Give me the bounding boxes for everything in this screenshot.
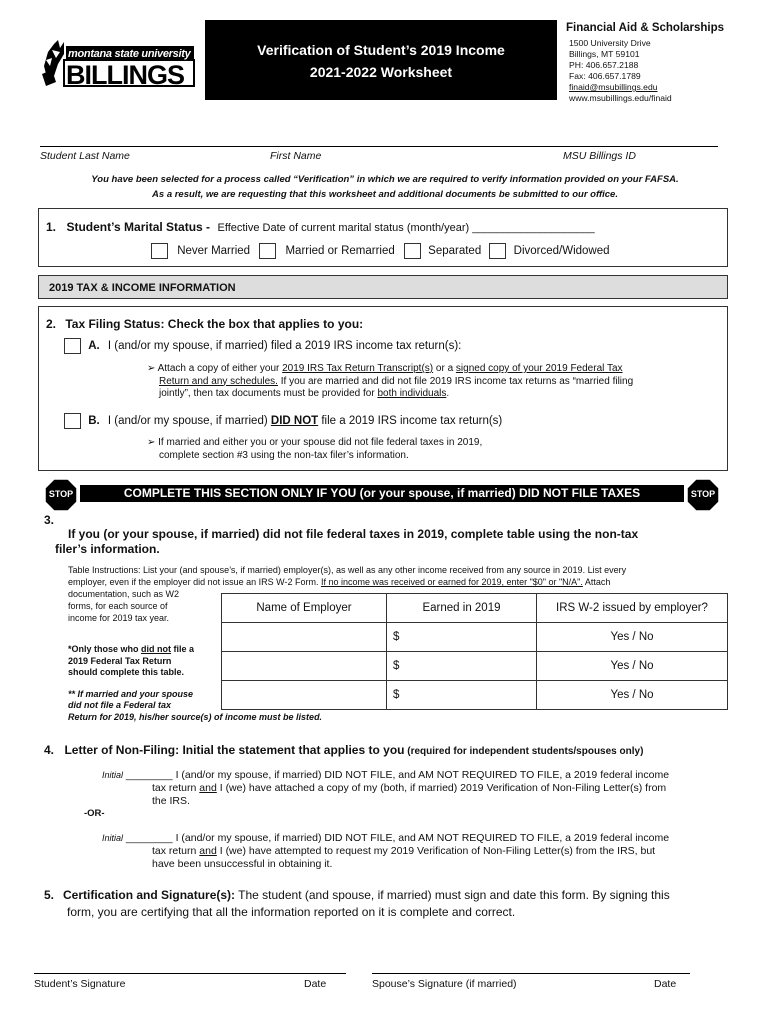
married-label: Married or Remarried [285,245,395,258]
msu-billings-logo [38,30,198,88]
certification-text-2: form, you are certifying that all the information reported on it is complete and correct. [67,905,516,919]
did-not-file-checkbox[interactable] [64,413,81,429]
tax-filing-title: Tax Filing Status: Check the box that applies to you: [65,317,364,331]
initial-field-1[interactable]: ________ [123,769,176,781]
both-individuals-text: both individuals [377,388,447,399]
option-1-and: and [199,782,217,794]
option-b-letter: B. [88,415,100,428]
signed-copy-text: signed copy of your 2019 Federal Tax [455,363,623,374]
separated-label: Separated [428,245,482,258]
section-4-number: 4. [44,743,55,757]
option-2-line-1: I (and/or my spouse, if married) DID NOT FILE, and AM NOT REQUIRED TO FILE, a 2019 federal income [175,832,670,844]
initial-field-2[interactable]: ________ [123,832,176,844]
w2-cell[interactable]: Yes / No [537,623,728,652]
certification-title: Certification and Signature(s): [63,888,236,902]
a-bullet-text-2: or a [433,363,456,374]
section-3-title-2: filer’s information. [55,542,160,556]
tax-transcript-text: 2019 IRS Tax Return Transcript(s) [282,363,434,374]
non-filer-section-bar: COMPLETE THIS SECTION ONLY IF YOU (or your spouse, if married) DID NOT FILE TAXES [80,485,684,502]
w2-cell[interactable]: Yes / No [537,681,728,710]
phone-line: PH: 406.657.2188 [569,60,639,70]
column-header-employer: Name of Employer [222,594,387,623]
note-line-2: 2019 Federal Tax Return [68,655,172,666]
tax-income-header [38,275,728,299]
earned-cell[interactable]: $ [387,623,537,652]
marital-status-title: Student’s Marital Status - [66,220,211,234]
earned-cell[interactable]: $ [387,681,537,710]
msu-id-label: MSU Billings ID [563,150,636,162]
table-row [222,652,728,681]
a-bullet-text-5: . [446,388,450,399]
student-info-line[interactable] [40,146,718,147]
never-married-label: Never Married [177,245,251,258]
spouse-signature-line[interactable] [372,973,690,974]
married-checkbox[interactable] [259,243,276,259]
never-married-checkbox[interactable] [151,243,168,259]
city-line: Billings, MT 59101 [569,49,640,59]
stop-sign-left-label: STOP [48,489,74,499]
non-filing-letter-heading [44,741,643,759]
note-text-1a: *Only those who [68,644,142,654]
address-line: 1500 University Drive [569,38,651,48]
did-not-note: did not [141,644,172,654]
b-bullet-line-2: complete section #3 using the non-tax filer’s information. [159,449,409,461]
certification-section [44,887,724,921]
option-2-and: and [199,845,217,857]
option-1-line-2a: tax return [152,782,200,794]
logo-billings-text: BILLINGS [66,60,184,90]
option-2-line-2a: tax return [152,845,200,857]
spouse-note-2: did not file a Federal tax [68,700,172,710]
non-filing-requirement: (required for independent students/spouses only) [404,746,644,757]
option-2-line-2b: I (we) have attempted to request my 2019 Verification of Non-Filing Letter(s) from the IRS, but [216,845,656,857]
divorced-widowed-checkbox[interactable] [489,243,506,259]
verification-notice [40,172,730,202]
non-filing-option-1 [102,769,717,808]
filed-return-checkbox[interactable] [64,338,81,354]
spouse-signature-label: Spouse’s Signature (if married) [372,978,517,990]
column-header-earned: Earned in 2019 [387,594,537,623]
option-2-line-3: have been unsuccessful in obtaining it. [152,858,333,870]
column-header-w2: IRS W-2 issued by employer? [537,594,728,623]
fax-line: Fax: 406.657.1789 [569,71,641,81]
a-bullet-text-1: ➢ Attach a copy of either your [147,363,283,374]
website-link[interactable]: www.msubillings.edu/finaid [569,93,672,103]
email-link[interactable]: finaid@msubillings.edu [569,82,658,92]
b-bullet-line-1: ➢ If married and either you or your spouse did not file federal taxes in 2019, [147,437,483,448]
stop-sign-right-label: STOP [690,489,716,499]
instructions-line-3: documentation, such as W2 [68,589,180,599]
section-2-number: 2. [46,317,57,331]
instructions-line-5: income for 2019 tax year. [68,613,170,623]
earned-cell[interactable]: $ [387,652,537,681]
section-5-number: 5. [44,888,55,902]
instructions-line-1: Table Instructions: List your (and spouse’s, if married) employer(s), as well as any other income received from any source in 2019. List every [68,565,627,575]
note-line-3: should complete this table. [68,667,185,677]
section-3-number: 3. [44,513,55,527]
non-filing-title: Letter of Non-Filing: Initial the statement that applies to you [64,743,405,757]
option-a-letter: A. [88,340,100,353]
w2-cell[interactable]: Yes / No [537,652,728,681]
option-1-line-2b: I (we) have attached a copy of my (both, if married) 2019 Verification of Non-Filing Letter(s) from [216,782,667,794]
table-header-row [222,594,728,623]
employer-name-cell[interactable] [222,681,387,710]
option-1-line-3: the IRS. [152,795,190,807]
return-schedules-text: Return and any schedules. [159,375,278,387]
form-title-box [205,20,557,100]
note-text-1c: file a [171,644,195,654]
separated-checkbox[interactable] [404,243,421,259]
section-1-number: 1. [46,220,57,234]
logo-university-text: montana state university [68,48,191,60]
no-income-instruction: If no income was received or earned for 2019, enter "$0" or "N/A". [320,577,583,587]
contact-block [569,38,672,104]
did-not-text: DID NOT [270,415,319,428]
option-a-text: I (and/or my spouse, if married) filed a 2019 IRS income tax return(s): [107,340,462,353]
effective-date-field[interactable]: Effective Date of current marital status (month/year) ____________________ [217,222,595,234]
tax-filing-status-section [38,306,728,471]
initial-label-1: Initial [102,770,124,780]
table-row [222,681,728,710]
spouse-note-1: ** If married and your spouse [68,688,194,699]
initial-label-2: Initial [102,833,124,843]
option-1-line-1: I (and/or my spouse, if married) DID NOT FILE, and AM NOT REQUIRED TO FILE, a 2019 federal income [175,769,670,781]
notice-line-1: You have been selected for a process called “Verification” in which we are required to verify information provided on your FAFSA. [91,174,679,185]
option-b-text-1: I (and/or my spouse, if married) [107,415,271,428]
attach-text: Attach [582,577,611,587]
divorced-widowed-label: Divorced/Widowed [513,245,610,258]
employer-income-table [221,593,728,710]
certification-text-1: The student (and spouse, if married) must sign and date this form. By signing this [235,888,670,902]
office-name: Financial Aid & Scholarships [566,22,725,34]
spouse-date-label: Date [654,978,677,990]
employer-name-cell[interactable] [222,623,387,652]
marital-status-section [38,208,728,267]
option-b-instructions [147,437,707,462]
section-3-title-1: If you (or your spouse, if married) did not file federal taxes in 2019, complete table using the non-tax [68,527,639,541]
a-bullet-text-3: If you are married and did not file 2019 IRS income tax returns as “married filing [277,375,634,387]
student-signature-label: Student’s Signature [34,978,126,990]
instructions-line-4: forms, for each source of [68,601,168,611]
employer-name-cell[interactable] [222,652,387,681]
tax-income-title: 2019 TAX & INCOME INFORMATION [49,282,236,294]
notice-line-2: As a result, we are requesting that this worksheet and additional documents be submitted to our office. [152,189,618,200]
a-bullet-text-4: jointly”, then tax documents must be provided for [159,388,378,399]
first-name-label: First Name [270,150,322,162]
spouse-note-3: Return for 2019, his/her source(s) of income must be listed. [68,711,323,722]
table-row [222,623,728,652]
or-divider: -OR- [84,808,105,819]
student-last-name-label: Student Last Name [40,150,130,162]
option-b-text-2: file a 2019 IRS income tax return(s) [318,415,503,428]
form-title: Verification of Student’s 2019 Income [257,42,505,58]
instructions-line-2: employer, even if the employer did not issue an IRS W-2 Form. [68,577,321,587]
student-date-label: Date [304,978,327,990]
form-subtitle: 2021-2022 Worksheet [309,64,453,80]
student-signature-line[interactable] [34,973,346,974]
non-filing-option-2 [102,832,717,871]
option-a-instructions [147,363,707,401]
